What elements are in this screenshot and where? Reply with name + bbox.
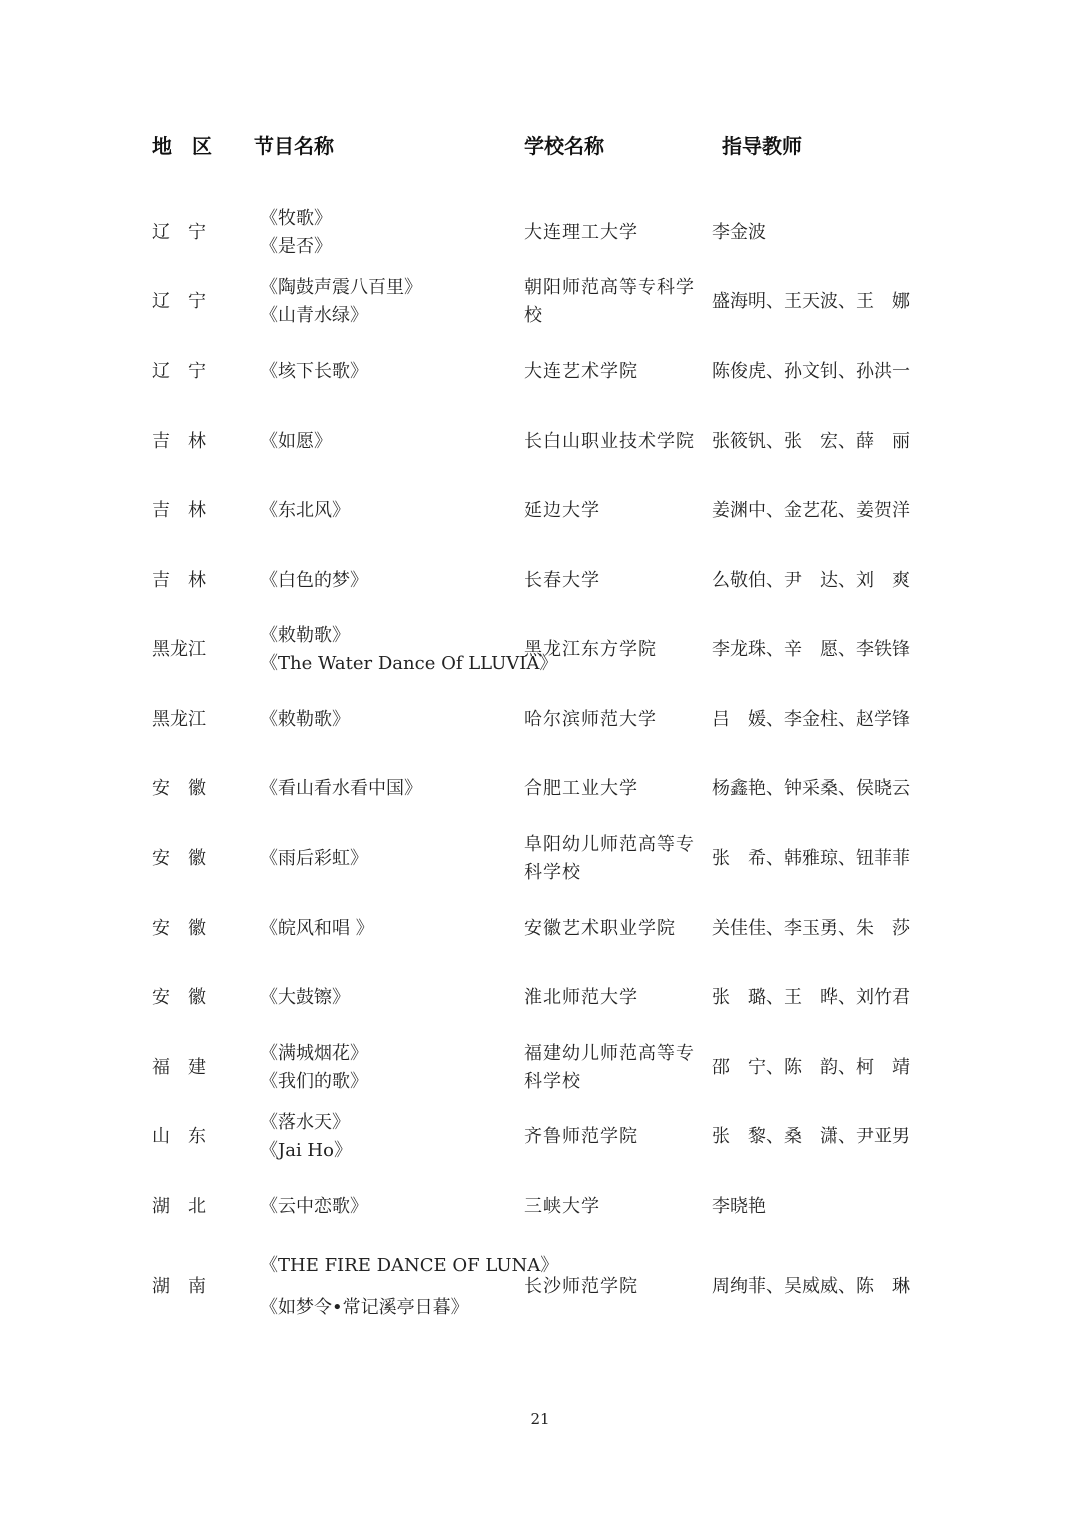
- region-cell: 湖 北: [152, 1196, 206, 1217]
- program-name: 《我们的歌》: [260, 1071, 368, 1092]
- school-cell: 阜阳幼儿师范高等专科学校: [524, 834, 695, 883]
- program-name: 《是否》: [260, 236, 332, 257]
- program-name: 《如梦令•常记溪亭日暮》: [260, 1297, 469, 1318]
- region-cell: 安 徽: [152, 848, 206, 869]
- program-name: 《敕勒歌》: [260, 625, 350, 646]
- page-number: 21: [530, 1410, 550, 1428]
- program-name: 《满城烟花》: [260, 1043, 368, 1064]
- school-cell: 三峡大学: [524, 1196, 600, 1217]
- school-cell: 黑龙江东方学院: [524, 639, 657, 660]
- program-name: 《陶鼓声震八百里》: [260, 277, 422, 298]
- header-school: 学校名称: [524, 134, 604, 158]
- teacher-cell: 么敬伯、尹 达、刘 爽: [712, 570, 910, 591]
- program-cell: [260, 567, 368, 595]
- teacher-cell: 周绚菲、吴威威、陈 琳: [712, 1276, 910, 1297]
- school-cell: 延边大学: [524, 500, 600, 521]
- header-teacher: 指导教师: [722, 134, 802, 158]
- region-cell: 辽 宁: [152, 361, 206, 382]
- teacher-cell: 张 希、韩雅琼、钮菲菲: [712, 848, 910, 869]
- region-cell: 辽 宁: [152, 222, 206, 243]
- region-cell: 湖 南: [152, 1276, 206, 1297]
- teacher-cell: 吕 媛、李金柱、赵学锋: [712, 709, 910, 730]
- school-cell: 大连艺术学院: [524, 361, 638, 382]
- program-cell: [260, 428, 332, 456]
- program-cell: [260, 706, 350, 734]
- program-name: 《垓下长歌》: [260, 361, 368, 382]
- teacher-cell: 张 璐、王 晔、刘竹君: [712, 987, 910, 1008]
- teacher-cell: 张筱钒、张 宏、薛 丽: [712, 431, 910, 452]
- program-cell: [260, 984, 350, 1012]
- school-cell: 合肥工业大学: [524, 778, 638, 799]
- region-cell: 辽 宁: [152, 291, 206, 312]
- teacher-cell: 陈俊虎、孙文钊、孙洪一: [712, 361, 910, 382]
- teacher-cell: 李金波: [712, 222, 766, 243]
- region-cell: 黑龙江: [152, 709, 206, 730]
- school-cell: 大连理工大学: [524, 222, 638, 243]
- teacher-cell: 李龙珠、辛 愿、李铁锋: [712, 639, 910, 660]
- program-cell: [260, 775, 422, 803]
- teacher-cell: 李晓艳: [712, 1196, 766, 1217]
- school-cell: 长沙师范学院: [524, 1276, 638, 1297]
- program-cell: [260, 274, 422, 330]
- school-cell: 长白山职业技术学院: [524, 431, 695, 452]
- program-name: 《牧歌》: [260, 208, 332, 229]
- header-region: 地 区: [152, 134, 212, 158]
- program-cell: [260, 358, 368, 386]
- program-name: 《雨后彩虹》: [260, 848, 368, 869]
- region-cell: 吉 林: [152, 431, 206, 452]
- program-name: 《落水天》: [260, 1112, 350, 1133]
- school-cell: 福建幼儿师范高等专科学校: [524, 1043, 695, 1092]
- program-name: 《东北风》: [260, 500, 350, 521]
- teacher-cell: 盛海明、王天波、王 娜: [712, 291, 910, 312]
- header-program: 节目名称: [254, 134, 334, 158]
- program-name: 《The Water Dance Of LLUVIA》: [260, 653, 558, 674]
- program-name: 《看山看水看中国》: [260, 778, 422, 799]
- region-cell: 安 徽: [152, 918, 206, 939]
- program-cell: [260, 1193, 368, 1221]
- program-cell: [260, 845, 368, 873]
- program-cell: [260, 1040, 368, 1096]
- region-cell: 吉 林: [152, 570, 206, 591]
- program-cell: [260, 915, 374, 943]
- region-cell: 山 东: [152, 1126, 206, 1147]
- region-cell: 吉 林: [152, 500, 206, 521]
- region-cell: 黑龙江: [152, 639, 206, 660]
- region-cell: 安 徽: [152, 778, 206, 799]
- program-name: 《白色的梦》: [260, 570, 368, 591]
- school-cell: 淮北师范大学: [524, 987, 638, 1008]
- program-name: 《THE FIRE DANCE OF LUNA》: [260, 1255, 559, 1276]
- program-name: 《敕勒歌》: [260, 709, 350, 730]
- region-cell: 安 徽: [152, 987, 206, 1008]
- program-cell: [260, 205, 332, 261]
- teacher-cell: 杨鑫艳、钟采桑、侯晓云: [712, 778, 910, 799]
- school-cell: 朝阳师范高等专科学校: [524, 277, 695, 326]
- program-cell: [260, 1109, 352, 1165]
- program-name: 《云中恋歌》: [260, 1196, 368, 1217]
- program-cell: [260, 1245, 558, 1329]
- program-name: 《Jai Ho》: [260, 1140, 352, 1161]
- school-cell: 齐鲁师范学院: [524, 1126, 638, 1147]
- teacher-cell: 关佳佳、李玉勇、朱 莎: [712, 918, 910, 939]
- program-name: 《山青水绿》: [260, 305, 368, 326]
- school-cell: 哈尔滨师范大学: [524, 709, 657, 730]
- teacher-cell: 姜渊中、金艺花、姜贺洋: [712, 500, 910, 521]
- teacher-cell: 邵 宁、陈 韵、柯 靖: [712, 1057, 910, 1078]
- school-cell: 安徽艺术职业学院: [524, 918, 676, 939]
- region-cell: 福 建: [152, 1057, 206, 1078]
- school-cell: 长春大学: [524, 570, 600, 591]
- program-name: 《如愿》: [260, 431, 332, 452]
- program-name: 《大鼓镲》: [260, 987, 350, 1008]
- teacher-cell: 张 黎、桑 潇、尹亚男: [712, 1126, 910, 1147]
- program-cell: [260, 497, 350, 525]
- program-name: 《皖风和唱 》: [260, 918, 374, 939]
- program-cell: [260, 622, 557, 678]
